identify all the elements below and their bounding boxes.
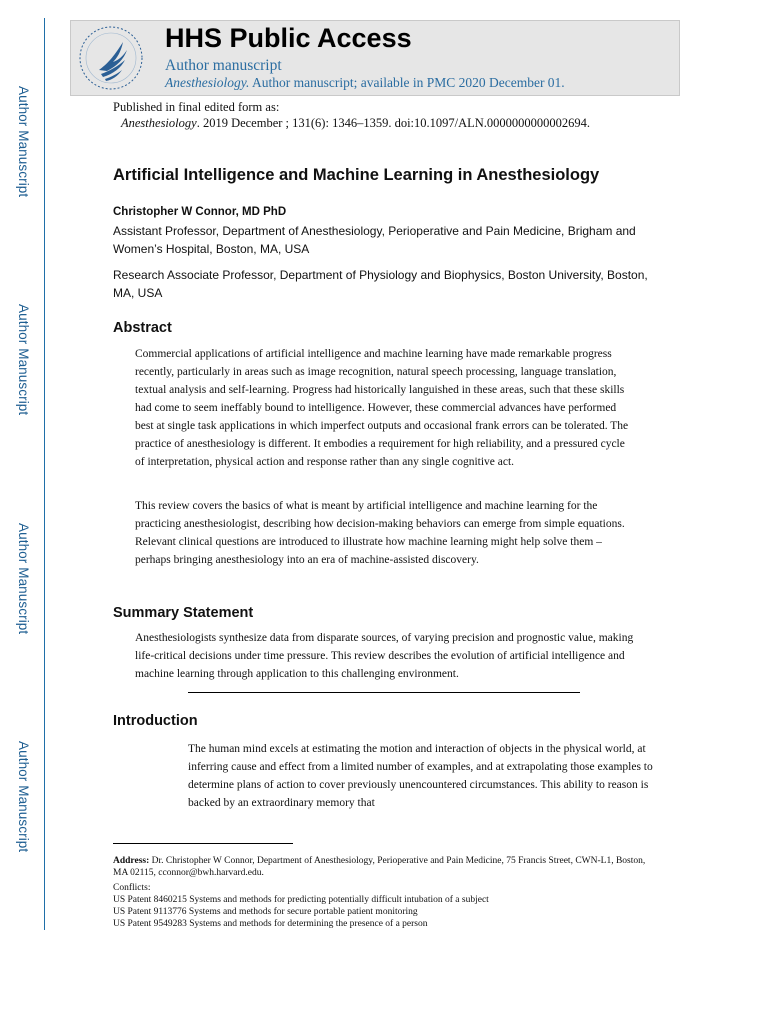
footnote-address — [113, 855, 653, 879]
header-title: HHS Public Access — [165, 23, 412, 53]
affiliation: Assistant Professor, Department of Anesthesiology, Perioperative and Pain Medicine, Brigham and Women’s Hospital, Boston, MA, USA — [113, 224, 636, 256]
introduction-heading: Introduction — [113, 713, 198, 729]
abstract-paragraph: This review covers the basics of what is meant by artificial intelligence and machine learning for the practicing anesthesiologist, describing how decision-making behaviors can emerge from simple equations. Relevant clinical questions are introduced to illustrate how machine learning might help solve them – perhaps bringing anesthesiology into an era of machine-assisted discovery. — [135, 500, 625, 566]
header-availability-text: Author manuscript; available in PMC 2020 December 01. — [249, 75, 565, 90]
citation-details: . 2019 December ; 131(6): 1346–1359. doi:10.1097/ALN.0000000000002694. — [196, 116, 591, 130]
article-title: Artificial Intelligence and Machine Learning in Anesthesiology — [113, 166, 600, 184]
abstract-paragraph: Commercial applications of artificial intelligence and machine learning have made remarkable progress recently, particularly in areas such as image recognition, natural speech processing, language translation, textual analysis and self-learning. Progress had historically languished in these areas, such that these skills had come to seem ineffably bound to intelligence. However, these commercial advances have performed best at single task applications in which imperfect outputs and occasional frank errors can be tolerated. The practice of anesthesiology is different. It embodies a requirement for high reliability, and a pressured cycle of interpretation, physical action and response rather than any single cognitive act. — [135, 348, 629, 468]
section-divider — [188, 692, 580, 693]
header-journal: Anesthesiology. — [165, 75, 250, 90]
patent-item: US Patent 9549283 Systems and methods for determining the presence of a person — [113, 919, 428, 929]
conflicts-label: Conflicts: — [113, 883, 151, 893]
abstract-heading: Abstract — [113, 320, 172, 336]
address-label: Address: — [113, 856, 150, 866]
summary-paragraph: Anesthesiologists synthesize data from disparate sources, of varying precision and prognostic value, making life-critical decisions under time pressure. This review describes the evolution of artificial intelligence and machine learning through application to this challenging environment. — [135, 632, 634, 680]
author-name: Christopher W Connor, MD PhD — [113, 206, 287, 218]
patent-item: US Patent 9113776 Systems and methods for secure portable patient monitoring — [113, 907, 418, 917]
summary-heading: Summary Statement — [113, 605, 254, 621]
footnote-divider — [113, 843, 293, 844]
published-citation — [121, 116, 590, 131]
hhs-eagle-seal-icon — [77, 24, 145, 92]
citation-journal: Anesthesiology — [121, 116, 197, 130]
address-text: Dr. Christopher W Connor, Department of Anesthesiology, Perioperative and Pain Medicine, 75 Francis Street, CWN-L1, Boston, MA 02115, cconnor@bwh.harvard.edu. — [113, 856, 646, 878]
affiliation: Research Associate Professor, Department of Physiology and Biophysics, Boston University, Boston, MA, USA — [113, 268, 648, 300]
margin-rule — [44, 18, 45, 930]
introduction-paragraph: The human mind excels at estimating the motion and interaction of objects in the physical world, at inferring cause and effect from a limited number of examples, and at extrapolating those examples to determine plans of action to cover previously unencountered circumstances. This ability to reason is backed by an extraordinary memory that — [188, 743, 653, 809]
footnote-conflicts — [113, 882, 653, 930]
header-subtitle: Author manuscript — [165, 57, 282, 74]
header-availability — [165, 75, 565, 91]
published-label: Published in final edited form as: — [113, 100, 280, 114]
patent-item: US Patent 8460215 Systems and methods for predicting potentially difficult intubation of a subject — [113, 895, 489, 905]
